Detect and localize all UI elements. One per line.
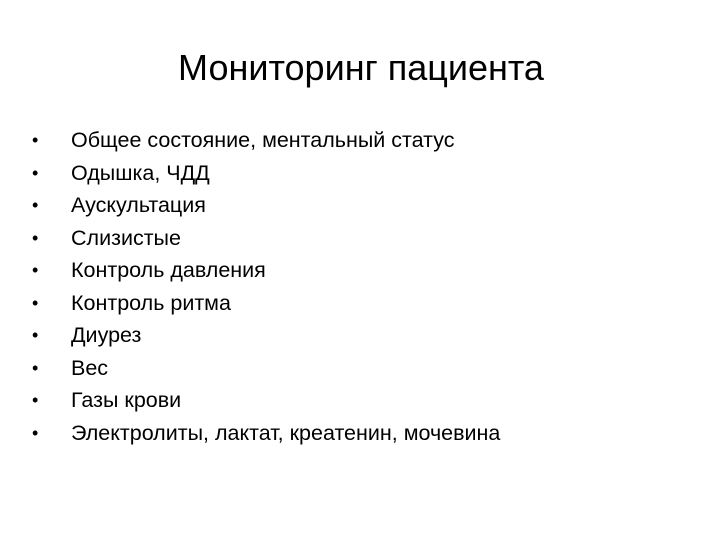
list-item [32,352,682,385]
bullet-icon: • [32,227,39,248]
bullet-icon: • [32,422,39,443]
list-item [32,254,682,287]
bullet-icon: • [32,390,39,410]
list-item-text: Одышка, ЧДД [71,160,210,185]
slide-title: Мониторинг пациента [178,47,544,88]
bullet-icon: • [32,292,39,313]
bullet-icon: • [32,357,39,378]
bullet-icon: • [32,260,39,280]
bullet-list [32,124,682,449]
list-item [32,417,682,450]
list-item [32,189,682,222]
list-item [32,222,682,255]
list-item-text: Контроль давления [71,258,266,282]
list-item [32,287,682,320]
bullet-icon: • [32,325,39,345]
list-item-text: Электролиты, лактат, креатенин, мочевина [71,420,501,445]
list-item-text: Аускультация [71,193,206,217]
list-item-text: Контроль ритма [71,290,231,315]
bullet-icon: • [32,162,39,183]
list-item [32,384,682,417]
list-item-text: Газы крови [71,388,182,412]
bullet-icon: • [32,130,39,150]
list-item [32,319,682,352]
list-item-text: Слизистые [71,225,181,250]
list-item [32,124,682,157]
bullet-icon: • [32,195,39,215]
list-item [32,157,682,190]
list-item-text: Вес [71,355,109,380]
list-item-text: Общее состояние, ментальный статус [71,128,455,152]
list-item-text: Диурез [71,323,142,347]
